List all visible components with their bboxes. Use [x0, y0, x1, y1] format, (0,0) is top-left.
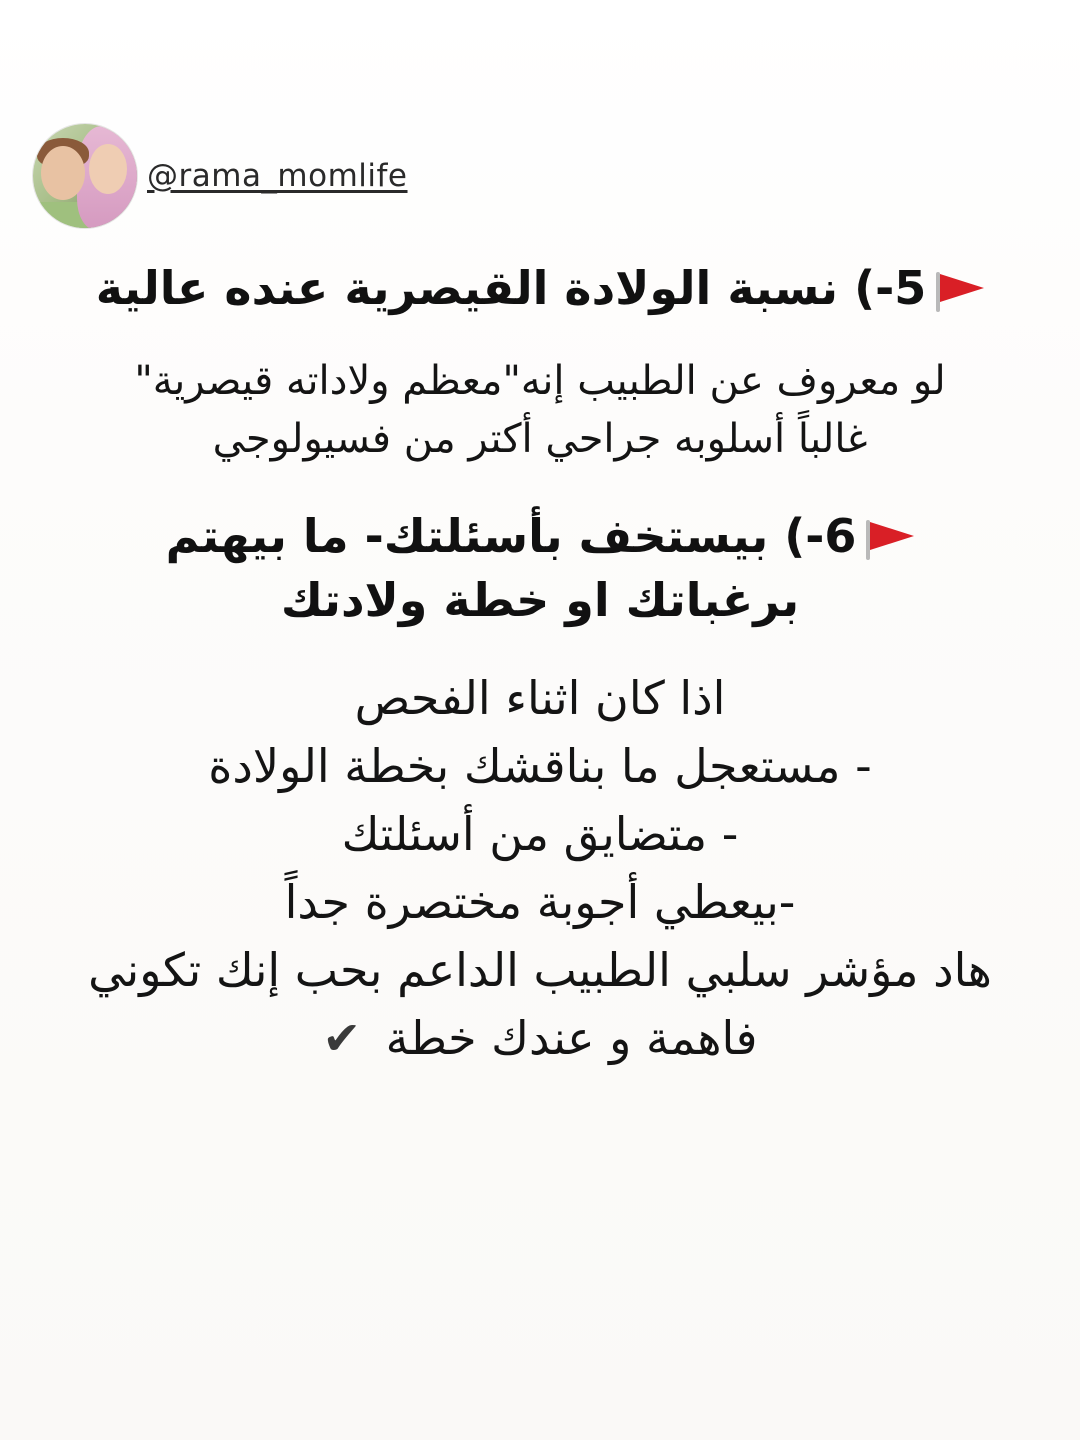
- avatar-mom-face-shape: [89, 144, 127, 194]
- section-6-last-line: فاهمة و عندك خطة: [385, 1011, 758, 1065]
- section-6-body: [0, 664, 1080, 1072]
- avatar[interactable]: [33, 124, 137, 228]
- profile-handle[interactable]: @rama_momlife: [147, 158, 408, 194]
- section-5-title: نسبة الولادة القيصرية عنده عالية: [95, 261, 839, 315]
- red-flag-icon: [932, 272, 984, 312]
- section-5-number: 5-: [875, 261, 927, 315]
- section-5-body: [0, 352, 1080, 468]
- check-mark-icon: ✔: [322, 1011, 362, 1065]
- section-6-body-line-6: [0, 1004, 1080, 1072]
- section-5-body-line-2: غالباً أسلوبه جراحي أكتر من فسيولوجي: [212, 416, 868, 462]
- section-6-heading: 6-) بيستخف بأسئلتك- ما بيهتم برغباتك او خطة ولادتك: [0, 504, 1080, 632]
- section-5-body-line-1: لو معروف عن الطبيب إنه"معظم ولاداته قيصرية": [134, 358, 946, 404]
- section-6-body-line-4: -بيعطي أجوبة مختصرة جداً: [284, 875, 796, 929]
- section-6-body-line-2: - مستعجل ما بناقشك بخطة الولادة: [208, 739, 872, 793]
- section-6-body-line-3: - متضايق من أسئلتك: [341, 807, 739, 861]
- section-6-number: 6-: [805, 509, 857, 563]
- section-6-body-line-5: هاد مؤشر سلبي الطبيب الداعم بحب إنك تكوني: [88, 943, 992, 997]
- section-6-title-line-2: برغباتك او خطة ولادتك: [280, 573, 800, 627]
- profile-header: [33, 124, 408, 228]
- red-flag-icon: [862, 520, 914, 560]
- section-6-title-line-1: بيستخف بأسئلتك- ما بيهتم: [165, 509, 769, 563]
- section-5-heading: 5-) نسبة الولادة القيصرية عنده عالية: [0, 256, 1080, 320]
- avatar-child-face-shape: [41, 146, 85, 200]
- section-6-body-line-1: اذا كان اثناء الفحص: [354, 671, 726, 725]
